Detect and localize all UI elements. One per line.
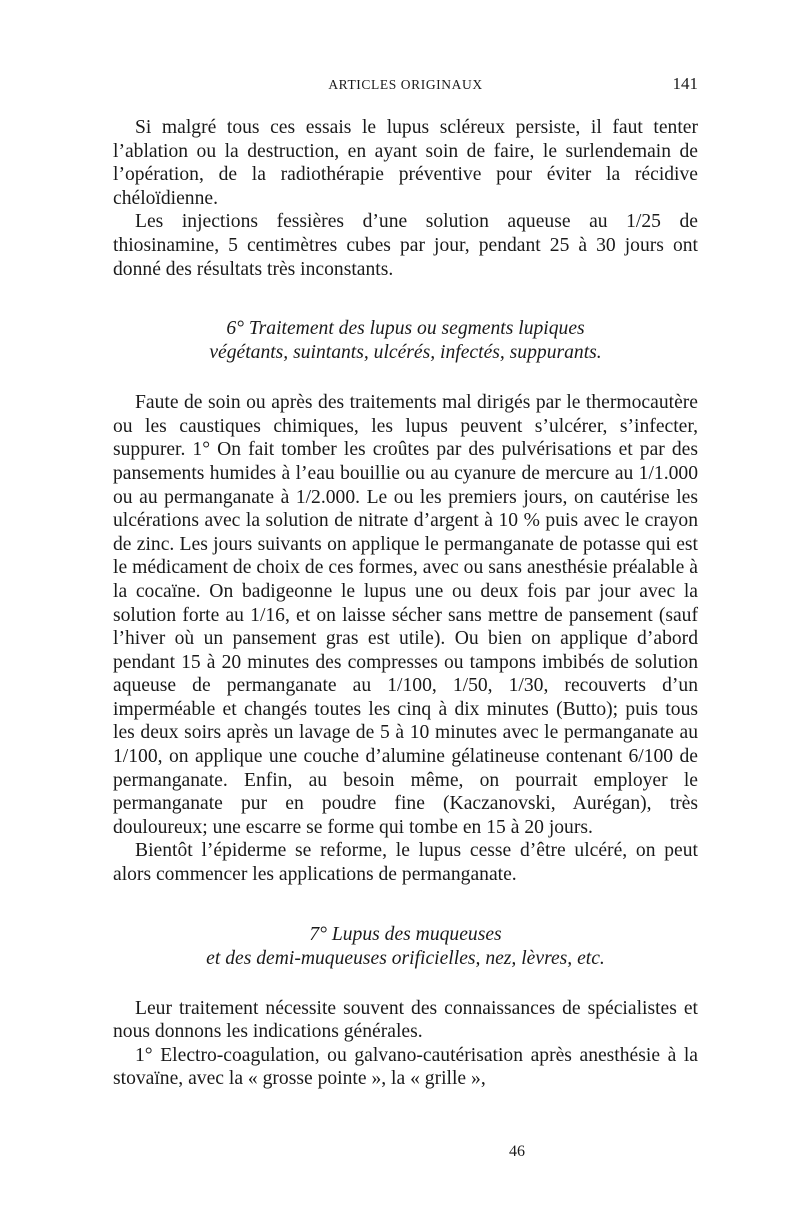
page-body	[113, 74, 698, 1091]
paragraph: Si malgré tous ces essais le lupus scléreux persiste, il faut tenter l’ablation ou la destruction, en ayant soin de faire, le surlendemain de l’opération, de la radiothérapie préventive pour éviter la récidive chéloïdienne.	[113, 117, 698, 209]
section-heading-line: 7° Lupus des muqueuses	[309, 923, 502, 945]
section-heading-6	[113, 317, 698, 365]
paragraph: Leur traitement nécessite souvent des connaissances de spécialistes et nous donnons les indications générales.	[113, 997, 698, 1043]
section-heading-line: et des demi-muqueuses orificielles, nez, lèvres, etc.	[206, 947, 605, 969]
running-title: ARTICLES ORIGINAUX	[328, 77, 483, 92]
page-number: 141	[672, 74, 698, 93]
paragraph: 1° Electro-coagulation, ou galvano-cautérisation après anesthésie à la stovaïne, avec la « grosse pointe », la « grille »,	[113, 1044, 698, 1090]
section-heading-line: 6° Traitement des lupus ou segments lupiques	[226, 318, 585, 340]
paragraph: Bientôt l’épiderme se reforme, le lupus cesse d’être ulcéré, on peut alors commencer les applications de permanganate.	[113, 840, 698, 886]
paragraph: Faute de soin ou après des traitements mal dirigés par le thermocautère ou les caustiques chimiques, les lupus peuvent s’ulcérer, s’infecter, suppurer. 1° On fait tomber les croûtes par des pulvérisations et par des pansements humides à l’eau bouillie ou au cyanure de mercure au 1/1.000 ou au permanganate à 1/2.000. Le ou les premiers jours, on cautérise les ulcérations avec la solution de nitrate d’argent à 10 % puis avec le crayon de zinc. Les jours suivants on applique le permanganate de potasse qui est le médicament de choix de ces formes, avec ou sans anesthésie préalable à la cocaïne. On badigeonne le lupus une ou deux fois par jour avec la solution forte au 1/16, et on laisse sécher sans mettre de pansement (sauf l’hiver où un pansement gras est utile). Ou bien on applique d’abord pendant 15 à 20 minutes des compresses ou tampons imbibés de solution aqueuse de permanganate au 1/100, 1/50, 1/30, recouverts d’un imperméable et changés toutes les cinq à dix minutes (Butto); puis tous les deux soirs après un lavage de 5 à 10 minutes avec le permanganate au 1/100, on applique une couche d’alumine gélatineuse contenant 6/100 de permanganate. Enfin, au besoin même, on pourrait employer le permanganate pur en poudre fine (Kaczanovski, Aurégan), très douloureux; une escarre se forme qui tombe en 15 à 20 jours.	[113, 392, 698, 838]
section-heading-7	[113, 923, 698, 971]
printer-signature: 46	[509, 1143, 525, 1160]
running-head	[113, 74, 698, 96]
section-heading-line: végétants, suintants, ulcérés, infectés, suppurants.	[209, 342, 602, 364]
paragraph: Les injections fessières d’une solution aqueuse au 1/25 de thiosinamine, 5 centimètres cubes par jour, pendant 25 à 30 jours ont donné des résultats très inconstants.	[113, 211, 698, 280]
